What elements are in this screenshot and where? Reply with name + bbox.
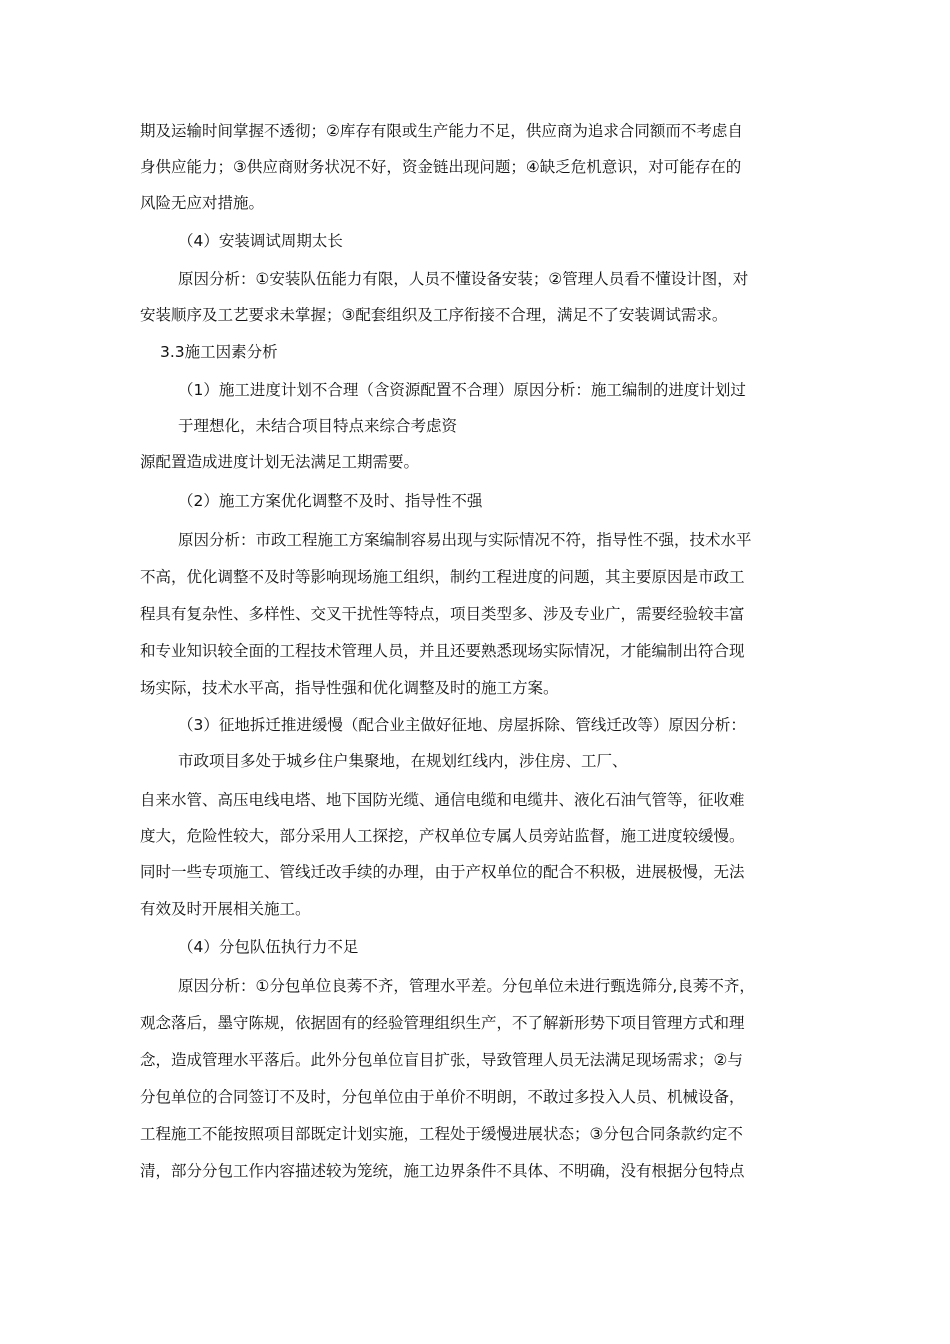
- body-text-line: 念，造成管理水平落后。此外分包单位盲目扩张，导致管理人员无法满足现场需求；②与: [140, 1051, 743, 1069]
- body-text-line: 和专业知识较全面的工程技术管理人员，并且还要熟悉现场实际情况，才能编制出符合现: [140, 642, 745, 660]
- body-text-line: 不高，优化调整不及时等影响现场施工组织，制约工程进度的问题，其主要原因是市政工: [140, 568, 745, 586]
- subsection-heading: （1）施工进度计划不合理（含资源配置不合理）原因分析：施工编制的进度计划过: [178, 381, 746, 399]
- body-text-line: 有效及时开展相关施工。: [140, 900, 311, 918]
- subsection-heading: （3）征地拆迁推进缓慢（配合业主做好征地、房屋拆除、管线迁改等）原因分析：: [178, 716, 746, 734]
- body-text-line: 源配置造成进度计划无法满足工期需要。: [140, 453, 420, 471]
- body-text-line: 清，部分分包工作内容描述较为笼统，施工边界条件不具体、不明确，没有根据分包特点: [140, 1162, 745, 1180]
- subsection-heading: （4）分包队伍执行力不足: [178, 938, 359, 956]
- subsection-heading: （2）施工方案优化调整不及时、指导性不强: [178, 492, 483, 510]
- body-text-line: 期及运输时间掌握不透彻；②库存有限或生产能力不足，供应商为追求合同额而不考虑自: [140, 122, 743, 140]
- body-text-line: 于理想化，未结合项目特点来综合考虑资: [178, 417, 458, 435]
- body-text-line: 风险无应对措施。: [140, 194, 265, 212]
- body-text-line: 同时一些专项施工、管线迁改手续的办理，由于产权单位的配合不积极，进展极慢，无法: [140, 863, 745, 881]
- body-text-line: 场实际，技术水平高，指导性强和优化调整及时的施工方案。: [140, 679, 559, 697]
- body-text-line: 原因分析：市政工程施工方案编制容易出现与实际情况不符，指导性不强，技术水平: [178, 531, 752, 549]
- body-text-line: 分包单位的合同签订不及时，分包单位由于单价不明朗，不敢过多投入人员、机械设备，: [140, 1088, 745, 1106]
- body-text-line: 原因分析：①安装队伍能力有限，人员不懂设备安装；②管理人员看不懂设计图，对: [178, 270, 749, 288]
- body-text-line: 度大，危险性较大，部分采用人工探挖，产权单位专属人员旁站监督，施工进度较缓慢。: [140, 827, 745, 845]
- body-text-line: 自来水管、高压电线电塔、地下国防光缆、通信电缆和电缆井、液化石油气管等，征收难: [140, 791, 745, 809]
- body-text-line: 原因分析：①分包单位良莠不齐，管理水平差。分包单位未进行甄选筛分,良莠不齐，: [178, 977, 755, 995]
- body-text-line: 市政项目多处于城乡住户集聚地，在规划红线内，涉住房、工厂、: [178, 752, 628, 770]
- body-text-line: 身供应能力；③供应商财务状况不好，资金链出现问题；④缺乏危机意识，对可能存在的: [140, 158, 742, 176]
- body-text-line: 安装顺序及工艺要求未掌握；③配套组织及工序衔接不合理，满足不了安装调试需求。: [140, 306, 728, 324]
- subsection-heading: （4）安装调试周期太长: [178, 232, 343, 250]
- body-text-line: 观念落后，墨守陈规，依据固有的经验管理组织生产，不了解新形势下项目管理方式和理: [140, 1014, 745, 1032]
- section-heading: 3.3施工因素分析: [160, 343, 278, 361]
- body-text-line: 程具有复杂性、多样性、交叉干扰性等特点，项目类型多、涉及专业广，需要经验较丰富: [140, 605, 745, 623]
- body-text-line: 工程施工不能按照项目部既定计划实施，工程处于缓慢进展状态；③分包合同条款约定不: [140, 1125, 743, 1143]
